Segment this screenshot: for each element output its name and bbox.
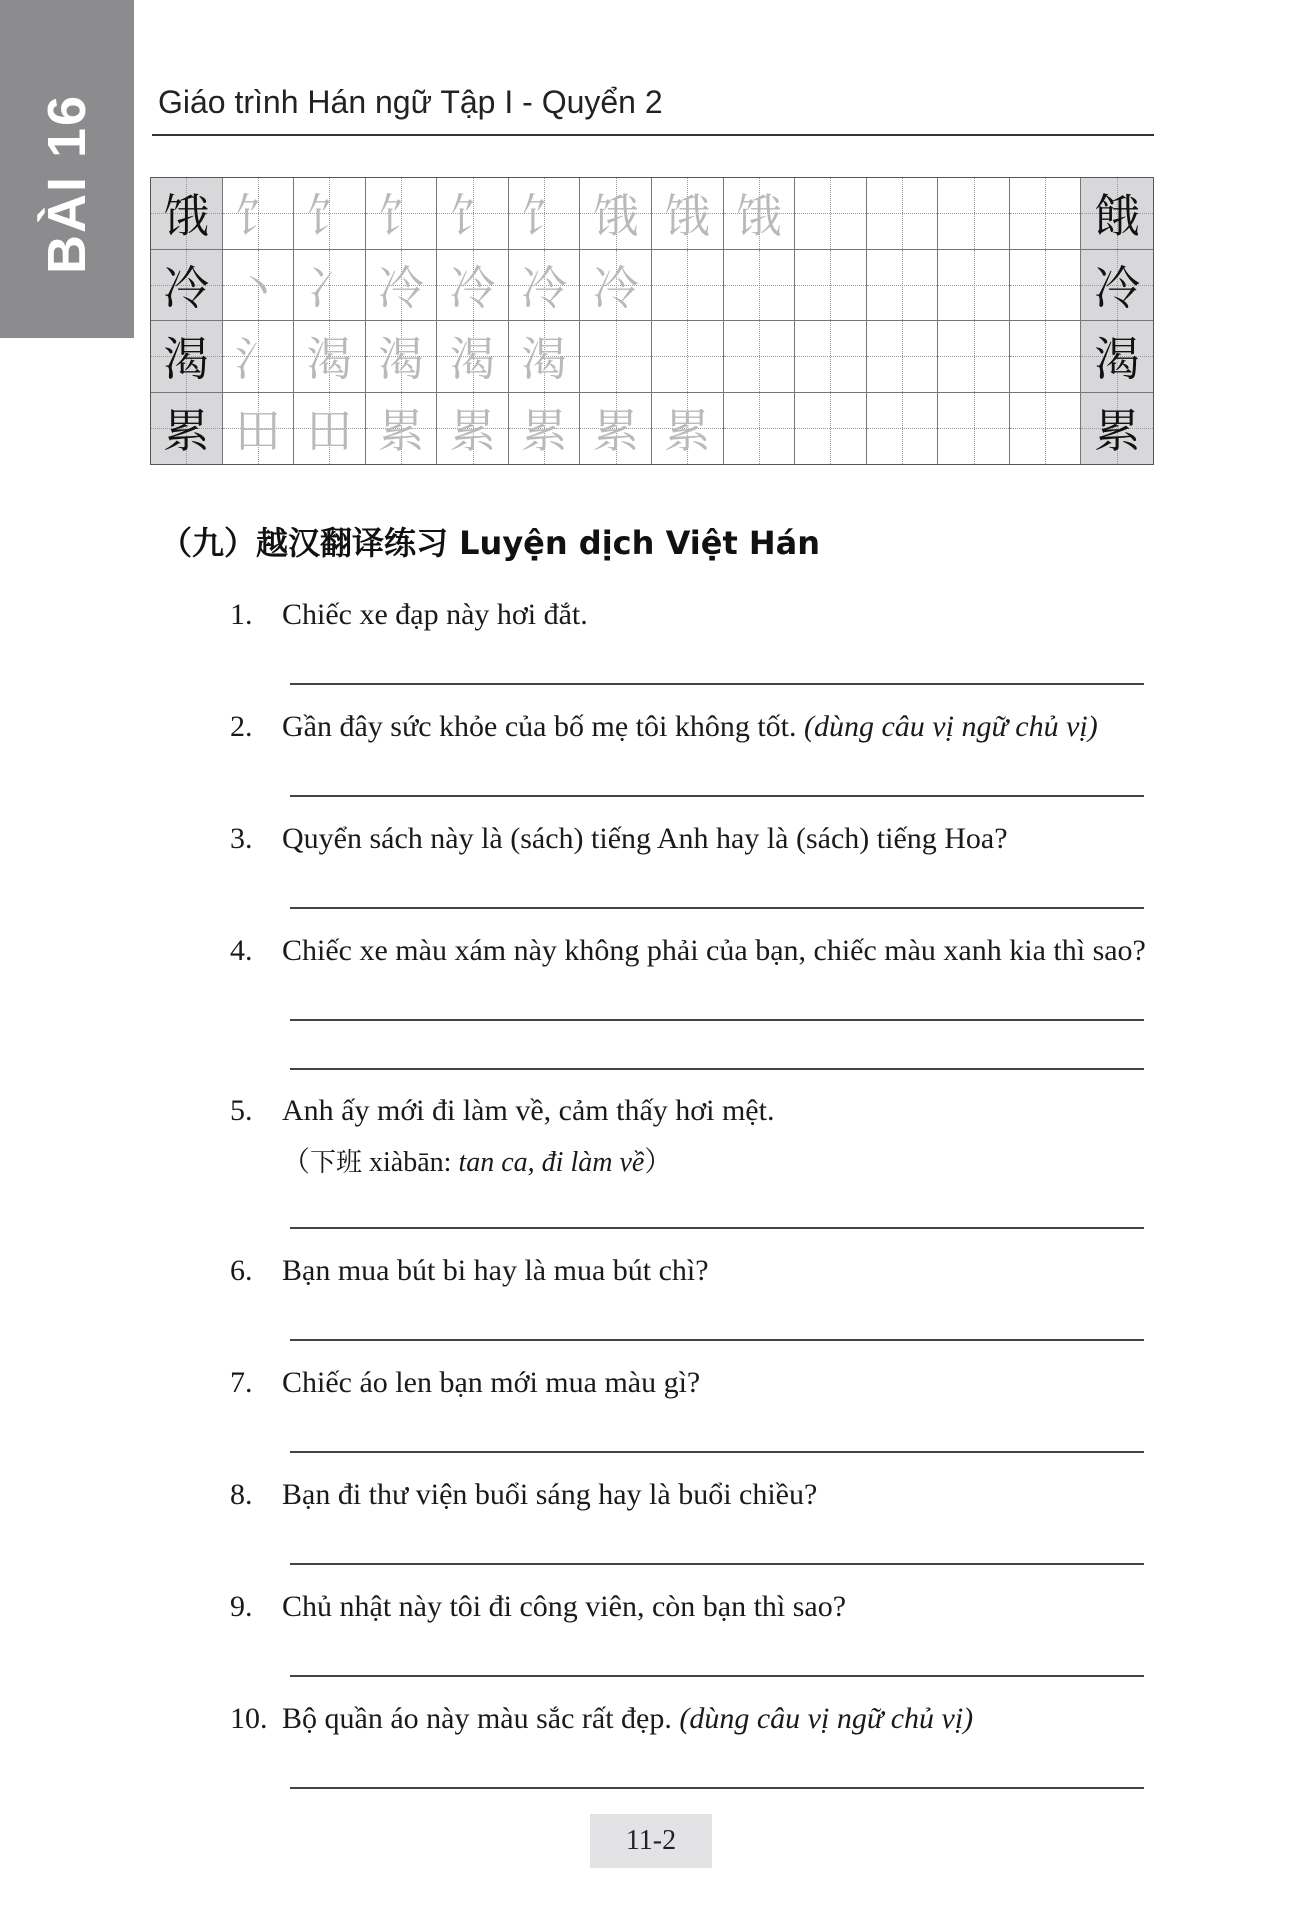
stroke-order-cell: 饿 xyxy=(580,178,652,250)
empty-practice-cell[interactable] xyxy=(938,250,1010,322)
traditional-char-cell: 冷 xyxy=(1081,250,1153,322)
empty-practice-cell[interactable] xyxy=(724,321,796,393)
exercise-item: 10. Bộ quần áo này màu sắc rất đẹp. (dùng câu vị ngữ chủ vị) xyxy=(230,1702,974,1735)
empty-practice-cell[interactable] xyxy=(938,393,1010,465)
stroke-order-cell: 田 xyxy=(223,393,295,465)
stroke-order-cell: 丶 xyxy=(223,250,295,322)
empty-practice-cell[interactable] xyxy=(1010,321,1082,393)
empty-practice-cell[interactable] xyxy=(795,178,867,250)
stroke-order-cell: 冷 xyxy=(366,250,438,322)
traditional-char-cell: 累 xyxy=(1081,393,1153,465)
empty-practice-cell[interactable] xyxy=(795,321,867,393)
stroke-order-cell: 氵 xyxy=(223,321,295,393)
header-divider xyxy=(152,134,1154,136)
empty-practice-cell[interactable] xyxy=(867,321,939,393)
stroke-order-cell: 冷 xyxy=(437,250,509,322)
answer-line[interactable] xyxy=(290,1227,1144,1229)
empty-practice-cell[interactable] xyxy=(724,393,796,465)
traditional-char-cell: 餓 xyxy=(1081,178,1153,250)
stroke-order-cell: 饣 xyxy=(366,178,438,250)
empty-practice-cell[interactable] xyxy=(652,250,724,322)
stroke-order-cell: 饿 xyxy=(652,178,724,250)
page-number: 11-2 xyxy=(590,1814,712,1868)
empty-practice-cell[interactable] xyxy=(867,250,939,322)
traditional-char-cell: 渴 xyxy=(1081,321,1153,393)
exercise-item: 1. Chiếc xe đạp này hơi đắt. xyxy=(230,598,588,631)
stroke-order-cell: 渴 xyxy=(437,321,509,393)
exercise-item: 4. Chiếc xe màu xám này không phải của bạn, chiếc màu xanh kia thì sao? xyxy=(230,934,1146,967)
answer-line[interactable] xyxy=(290,1451,1144,1453)
answer-line[interactable] xyxy=(290,1068,1144,1070)
stroke-order-cell: 累 xyxy=(652,393,724,465)
exercise-item: 3. Quyển sách này là (sách) tiếng Anh hay là (sách) tiếng Hoa? xyxy=(230,822,1008,855)
empty-practice-cell[interactable] xyxy=(1010,393,1082,465)
empty-practice-cell[interactable] xyxy=(795,393,867,465)
stroke-order-cell: 渴 xyxy=(294,321,366,393)
stroke-order-cell: 冫 xyxy=(294,250,366,322)
empty-practice-cell[interactable] xyxy=(938,321,1010,393)
exercise-item: 8. Bạn đi thư viện buổi sáng hay là buổi chiều? xyxy=(230,1478,818,1511)
answer-line[interactable] xyxy=(290,907,1144,909)
stroke-order-cell: 饣 xyxy=(509,178,581,250)
exercise-item: 5. Anh ấy mới đi làm về, cảm thấy hơi mệt. xyxy=(230,1094,775,1127)
stroke-order-cell: 渴 xyxy=(366,321,438,393)
practice-char-cell: 冷 xyxy=(151,250,223,322)
empty-practice-cell[interactable] xyxy=(1010,178,1082,250)
empty-practice-cell[interactable] xyxy=(652,321,724,393)
stroke-order-cell: 饣 xyxy=(437,178,509,250)
stroke-order-cell: 累 xyxy=(580,393,652,465)
practice-char-cell: 饿 xyxy=(151,178,223,250)
practice-char-cell: 累 xyxy=(151,393,223,465)
empty-practice-cell[interactable] xyxy=(580,321,652,393)
vocabulary-hint: （下班 xiàbān: tan ca, đi làm về） xyxy=(282,1147,673,1178)
empty-practice-cell[interactable] xyxy=(867,178,939,250)
stroke-order-cell: 饣 xyxy=(223,178,295,250)
answer-line[interactable] xyxy=(290,683,1144,685)
character-writing-grid xyxy=(150,177,1154,465)
empty-practice-cell[interactable] xyxy=(1010,250,1082,322)
stroke-order-cell: 渴 xyxy=(509,321,581,393)
exercise-item: 7. Chiếc áo len bạn mới mua màu gì? xyxy=(230,1366,701,1399)
book-title: Giáo trình Hán ngữ Tập I - Quyển 2 xyxy=(158,84,663,120)
exercise-item: 6. Bạn mua bút bi hay là mua bút chì? xyxy=(230,1254,709,1287)
lesson-label: BÀI 16 xyxy=(37,93,97,275)
empty-practice-cell[interactable] xyxy=(938,178,1010,250)
answer-line[interactable] xyxy=(290,1787,1144,1789)
stroke-order-cell: 累 xyxy=(437,393,509,465)
stroke-order-cell: 累 xyxy=(366,393,438,465)
exercise-item: 9. Chủ nhật này tôi đi công viên, còn bạn thì sao? xyxy=(230,1590,847,1623)
section-title: （九）越汉翻译练习 Luyện dịch Việt Hán xyxy=(160,524,821,562)
answer-line[interactable] xyxy=(290,1019,1144,1021)
empty-practice-cell[interactable] xyxy=(795,250,867,322)
stroke-order-cell: 冷 xyxy=(580,250,652,322)
stroke-order-cell: 冷 xyxy=(509,250,581,322)
empty-practice-cell[interactable] xyxy=(724,250,796,322)
answer-line[interactable] xyxy=(290,1563,1144,1565)
stroke-order-cell: 田 xyxy=(294,393,366,465)
answer-line[interactable] xyxy=(290,795,1144,797)
exercise-item: 2. Gần đây sức khỏe của bố mẹ tôi không tốt. (dùng câu vị ngữ chủ vị) xyxy=(230,710,1098,743)
practice-char-cell: 渴 xyxy=(151,321,223,393)
answer-line[interactable] xyxy=(290,1675,1144,1677)
stroke-order-cell: 饿 xyxy=(724,178,796,250)
empty-practice-cell[interactable] xyxy=(867,393,939,465)
stroke-order-cell: 累 xyxy=(509,393,581,465)
answer-line[interactable] xyxy=(290,1339,1144,1341)
stroke-order-cell: 饣 xyxy=(294,178,366,250)
lesson-side-tab xyxy=(0,0,134,338)
